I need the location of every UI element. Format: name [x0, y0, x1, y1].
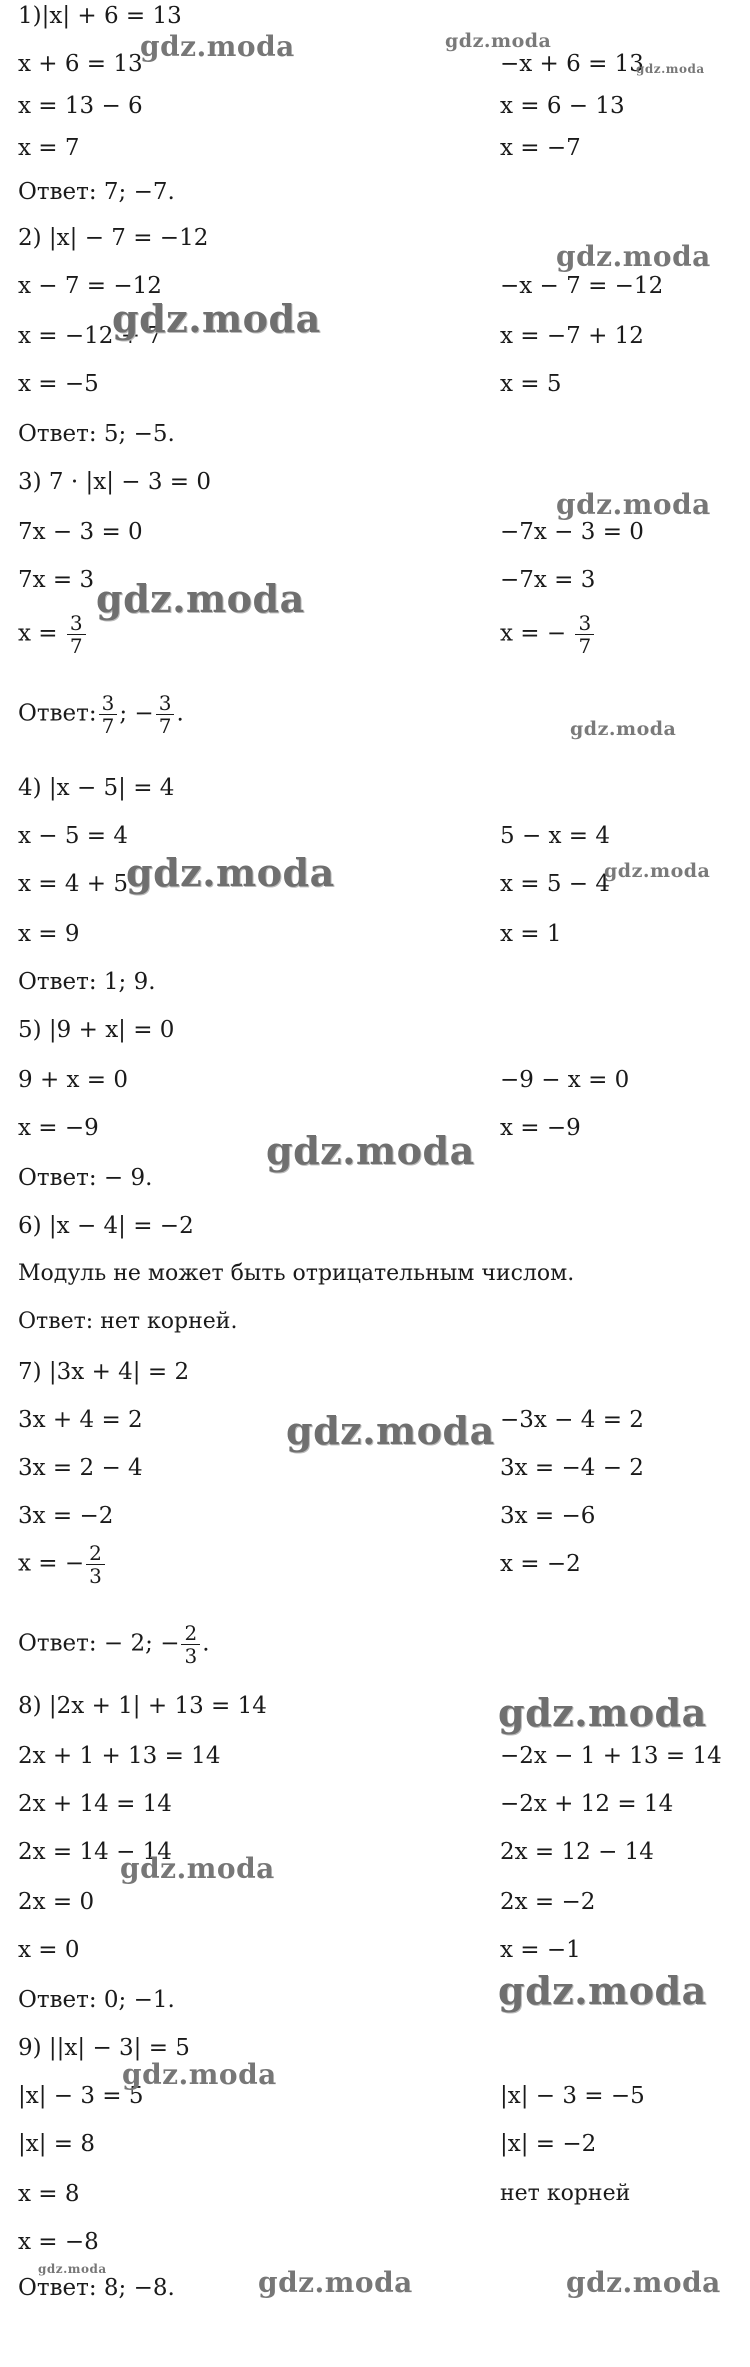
p5-left-result: x = −9 — [18, 1115, 99, 1141]
p8-right-result: x = −1 — [500, 1937, 581, 1963]
p3-right-step2: −7x = 3 — [500, 567, 596, 593]
p4-right-step2: x = 5 − 4 — [500, 871, 611, 897]
p9-right-step3: нет корней — [500, 2181, 631, 2206]
p7-left-step1: 3x + 4 = 2 — [18, 1407, 143, 1433]
p4-right-result: x = 1 — [500, 921, 562, 947]
p9-left-step1: |x| − 3 = 5 — [18, 2083, 144, 2109]
p5-right-result: x = −9 — [500, 1115, 581, 1141]
p1-answer: Ответ: 7; −7. — [18, 179, 175, 205]
p8-right-step4: 2x = −2 — [500, 1889, 596, 1915]
p3-answer — [18, 692, 184, 737]
p9-right-step1: |x| − 3 = −5 — [500, 2083, 645, 2109]
p6-explanation: Модуль не может быть отрицательным числом. — [18, 1261, 575, 1286]
p7-left-fraction — [86, 1542, 105, 1587]
p6-equation: 6) |x − 4| = −2 — [18, 1213, 194, 1239]
watermark: gdz.moda — [636, 62, 705, 76]
p3-equation: 3) 7 · |x| − 3 = 0 — [18, 469, 212, 495]
p1-left-step1: x + 6 = 13 — [18, 51, 143, 77]
p1-equation: 1)|x| + 6 = 13 — [18, 3, 182, 29]
p7-equation: 7) |3x + 4| = 2 — [18, 1359, 190, 1385]
p3-left-step1: 7x − 3 = 0 — [18, 519, 143, 545]
fraction-numerator: 2 — [86, 1542, 105, 1565]
fraction-numerator: 2 — [181, 1622, 200, 1645]
p8-left-step4: 2x = 0 — [18, 1889, 95, 1915]
p9-right-step2: |x| = −2 — [500, 2131, 597, 2157]
watermark: gdz.moda — [120, 1852, 275, 1885]
watermark: gdz.moda — [126, 850, 335, 895]
p9-equation: 9) ||x| − 3| = 5 — [18, 2035, 190, 2061]
p9-left-step4: x = −8 — [18, 2229, 99, 2255]
p4-right-step1: 5 − x = 4 — [500, 823, 611, 849]
p7-left-step3: 3x = −2 — [18, 1503, 114, 1529]
watermark: gdz.moda — [96, 576, 305, 621]
fraction-numerator: 3 — [575, 612, 594, 635]
p3-right-step1: −7x − 3 = 0 — [500, 519, 644, 545]
p1-right-step1: −x + 6 = 13 — [500, 51, 644, 77]
watermark: gdz.moda — [266, 1128, 475, 1173]
watermark: gdz.moda — [498, 1690, 707, 1735]
p3-answer-fraction-2 — [156, 692, 175, 737]
watermark: gdz.moda — [286, 1408, 495, 1453]
watermark: gdz.moda — [112, 296, 321, 341]
fraction-denominator: 7 — [69, 634, 83, 658]
watermark: gdz.moda — [498, 1968, 707, 2013]
p7-answer-prefix: Ответ: − 2; − — [18, 1630, 180, 1657]
p2-right-step1: −x − 7 = −12 — [500, 273, 664, 299]
p2-answer: Ответ: 5; −5. — [18, 421, 175, 447]
p9-left-step2: |x| = 8 — [18, 2131, 95, 2157]
watermark: gdz.moda — [604, 860, 711, 882]
p3-left-result — [18, 612, 88, 657]
p3-answer-end: . — [176, 700, 184, 727]
p2-right-step2: x = −7 + 12 — [500, 323, 644, 349]
p8-right-step1: −2x − 1 + 13 = 14 — [500, 1743, 722, 1769]
p3-left-step2: 7x = 3 — [18, 567, 95, 593]
p8-left-step3: 2x = 14 − 14 — [18, 1839, 172, 1865]
p7-answer — [18, 1622, 210, 1667]
p3-right-prefix: x = − — [500, 620, 567, 647]
p2-left-result: x = −5 — [18, 371, 99, 397]
p5-equation: 5) |9 + x| = 0 — [18, 1017, 175, 1043]
p3-right-fraction — [575, 612, 594, 657]
watermark: gdz.moda — [570, 718, 677, 740]
p8-left-result: x = 0 — [18, 1937, 80, 1963]
watermark: gdz.moda — [38, 2262, 107, 2276]
p3-right-result — [500, 612, 596, 657]
p8-left-step2: 2x + 14 = 14 — [18, 1791, 172, 1817]
watermark: gdz.moda — [566, 2266, 721, 2299]
p5-right-step1: −9 − x = 0 — [500, 1067, 630, 1093]
p7-answer-end: . — [202, 1630, 210, 1657]
fraction-denominator: 3 — [89, 1564, 102, 1588]
p3-left-prefix: x = — [18, 620, 58, 647]
p8-right-step2: −2x + 12 = 14 — [500, 1791, 674, 1817]
p1-right-step2: x = 6 − 13 — [500, 93, 625, 119]
p1-left-step2: x = 13 − 6 — [18, 93, 143, 119]
watermark: gdz.moda — [556, 488, 711, 521]
watermark: gdz.moda — [122, 2058, 277, 2091]
p7-answer-fraction — [181, 1622, 200, 1667]
p4-equation: 4) |x − 5| = 4 — [18, 775, 175, 801]
p7-right-step2: 3x = −4 − 2 — [500, 1455, 644, 1481]
p4-left-step1: x − 5 = 4 — [18, 823, 129, 849]
p3-left-fraction — [67, 612, 86, 657]
p4-answer: Ответ: 1; 9. — [18, 969, 156, 995]
p7-left-prefix: x = − — [18, 1550, 85, 1577]
p2-left-step2: x = −12 + 7 — [18, 323, 162, 349]
p2-right-result: x = 5 — [500, 371, 562, 397]
p4-left-result: x = 9 — [18, 921, 80, 947]
fraction-numerator: 3 — [156, 692, 175, 715]
p8-right-step3: 2x = 12 − 14 — [500, 1839, 654, 1865]
p4-left-step2: x = 4 + 5 — [18, 871, 129, 897]
p8-answer: Ответ: 0; −1. — [18, 1987, 175, 2013]
p3-answer-fraction-1 — [99, 692, 118, 737]
p7-right-result: x = −2 — [500, 1551, 581, 1577]
watermark: gdz.moda — [556, 240, 711, 273]
p8-left-step1: 2x + 1 + 13 = 14 — [18, 1743, 221, 1769]
watermark: gdz.moda — [140, 30, 295, 63]
p1-right-result: x = −7 — [500, 135, 581, 161]
p7-right-step1: −3x − 4 = 2 — [500, 1407, 644, 1433]
fraction-denominator: 7 — [101, 714, 115, 738]
p2-left-step1: x − 7 = −12 — [18, 273, 162, 299]
p8-equation: 8) |2x + 1| + 13 = 14 — [18, 1693, 267, 1719]
p7-right-step3: 3x = −6 — [500, 1503, 596, 1529]
p5-answer: Ответ: − 9. — [18, 1165, 153, 1191]
p6-answer: Ответ: нет корней. — [18, 1309, 238, 1334]
fraction-numerator: 3 — [67, 612, 86, 635]
p5-left-step1: 9 + x = 0 — [18, 1067, 129, 1093]
p2-equation: 2) |x| − 7 = −12 — [18, 225, 209, 251]
fraction-denominator: 7 — [578, 634, 592, 658]
p3-answer-separator: ; − — [119, 700, 154, 727]
fraction-numerator: 3 — [99, 692, 118, 715]
fraction-denominator: 3 — [184, 1644, 198, 1668]
fraction-denominator: 7 — [158, 714, 172, 738]
p7-left-step2: 3x = 2 − 4 — [18, 1455, 143, 1481]
watermark: gdz.moda — [445, 30, 552, 52]
watermark: gdz.moda — [258, 2266, 413, 2299]
p9-left-step3: x = 8 — [18, 2181, 80, 2207]
p1-left-result: x = 7 — [18, 135, 80, 161]
p7-left-result — [18, 1542, 107, 1587]
p3-answer-prefix: Ответ: — [18, 700, 97, 727]
p9-answer: Ответ: 8; −8. — [18, 2275, 175, 2301]
